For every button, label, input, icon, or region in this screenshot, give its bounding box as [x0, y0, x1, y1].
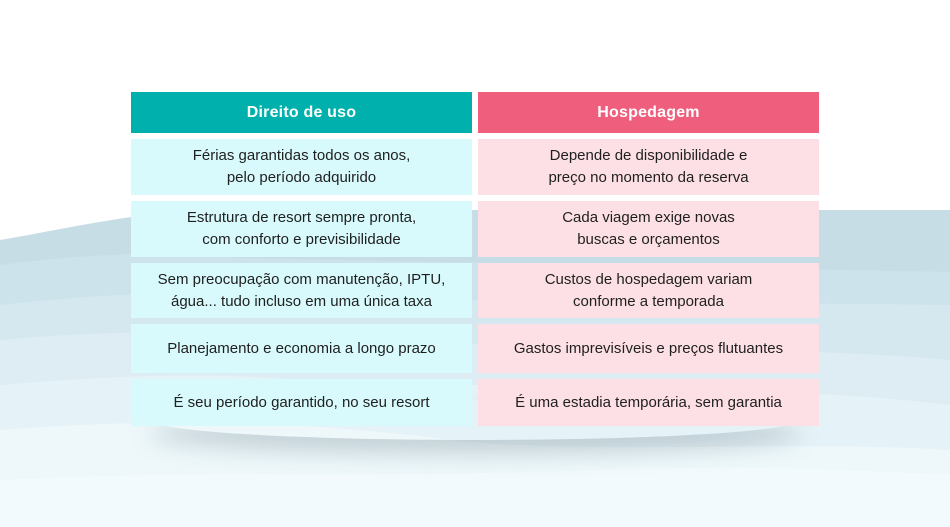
table-row — [131, 139, 819, 195]
cell-hospedagem — [478, 379, 819, 426]
cell-direito-de-uso — [131, 139, 472, 195]
cell-text: Sem preocupação com manutenção, IPTU, — [157, 270, 446, 288]
cell-text: conforme a temporada — [573, 292, 724, 310]
cell-text: É uma estadia temporária, sem garantia — [515, 393, 782, 411]
table-row — [131, 263, 819, 318]
table-row — [131, 379, 819, 426]
header-direito-de-uso: Direito de uso — [131, 92, 472, 133]
table-row — [131, 201, 819, 257]
cell-text: buscas e orçamentos — [577, 231, 720, 248]
cell-hospedagem — [478, 324, 819, 373]
table-header-row — [131, 92, 819, 133]
cell-text: preço no momento da reserva — [548, 169, 749, 186]
cell-direito-de-uso — [131, 324, 472, 373]
cell-text: Depende de disponibilidade e — [549, 147, 748, 164]
cell-text: É seu período garantido, no seu resort — [173, 393, 430, 411]
cell-direito-de-uso — [131, 263, 472, 318]
cell-text: Planejamento e economia a longo prazo — [167, 339, 436, 357]
cell-text: água... tudo incluso em uma única taxa — [171, 292, 432, 310]
comparison-table — [131, 92, 819, 426]
cell-hospedagem — [478, 139, 819, 195]
cell-hospedagem — [478, 201, 819, 257]
cell-direito-de-uso — [131, 201, 472, 257]
cell-text: Cada viagem exige novas — [562, 209, 735, 226]
cell-text: com conforto e previsibilidade — [202, 231, 401, 248]
header-hospedagem: Hospedagem — [478, 92, 819, 133]
cell-hospedagem — [478, 263, 819, 318]
cell-text: Férias garantidas todos os anos, — [192, 147, 411, 164]
cell-text: Gastos imprevisíveis e preços flutuantes — [513, 339, 784, 357]
table-row — [131, 324, 819, 373]
cell-direito-de-uso — [131, 379, 472, 426]
cell-text: Estrutura de resort sempre pronta, — [186, 209, 417, 226]
cell-text: Custos de hospedagem variam — [544, 270, 753, 288]
cell-text: pelo período adquirido — [226, 169, 377, 186]
